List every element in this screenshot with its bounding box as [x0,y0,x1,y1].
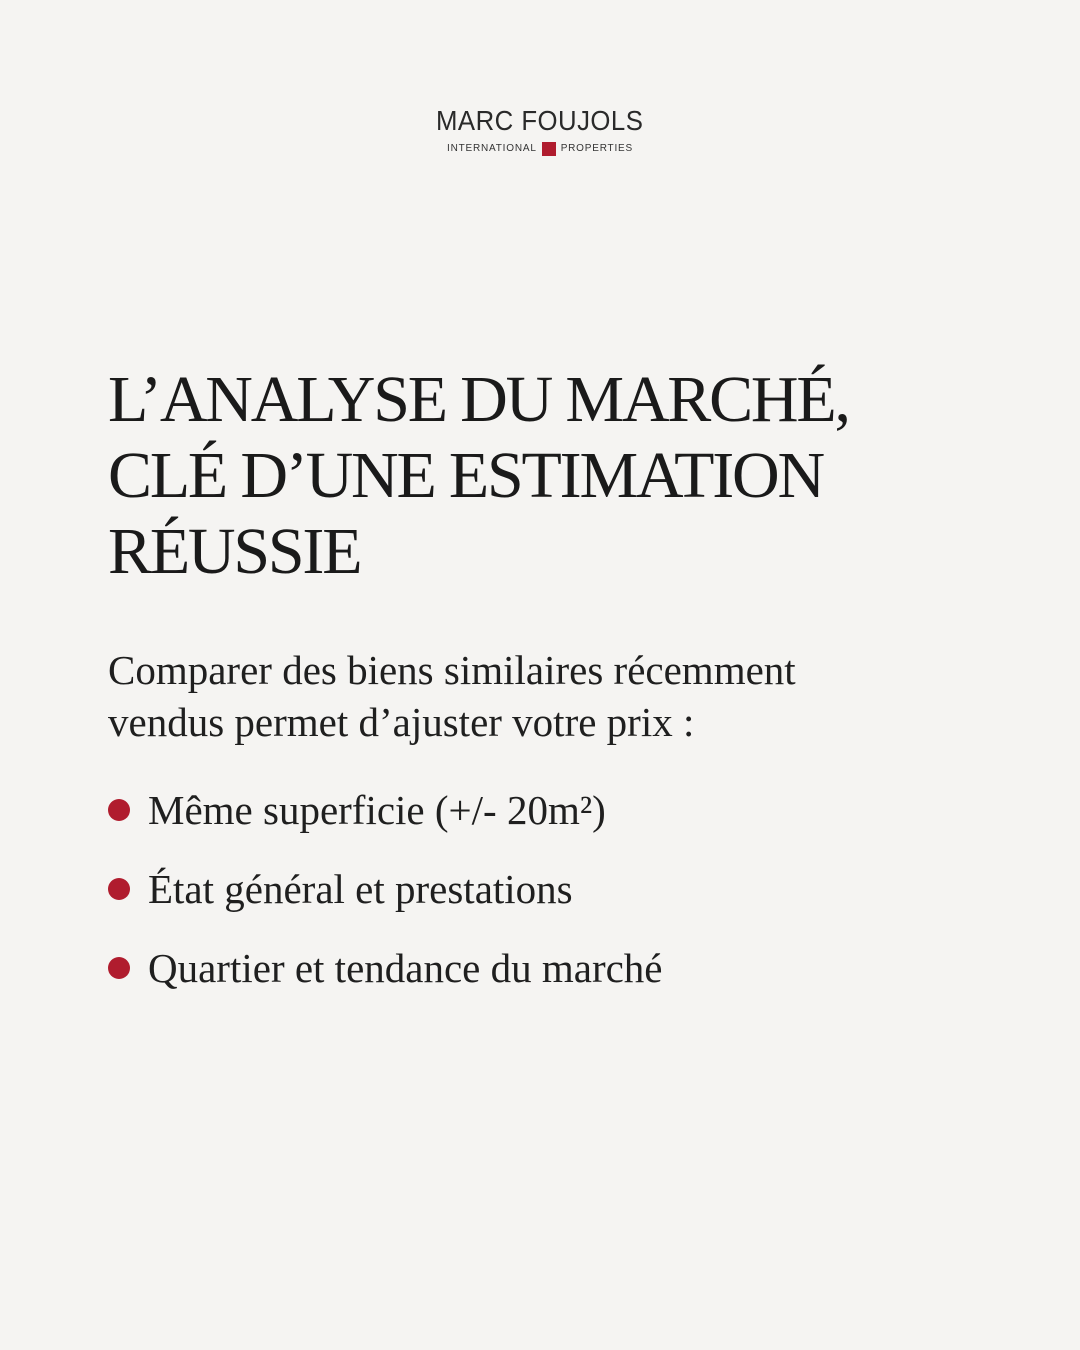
criteria-list [108,770,663,1007]
intro-paragraph [108,644,988,748]
title-line: CLÉ D’UNE ESTIMATION [108,439,823,512]
title-line: L’ANALYSE DU MARCHÉ, [108,363,849,436]
bullet-dot-icon [108,799,130,821]
intro-line: Comparer des biens similaires récemment [108,647,796,693]
brand-name: MARC FOUJOLS [436,105,644,136]
intro-line: vendus permet d’ajuster votre prix : [108,699,695,745]
brand-tagline [0,142,1080,156]
brand-sub-right: PROPERTIES [560,143,633,154]
bullet-dot-icon [108,878,130,900]
brand-logo [0,104,1080,156]
page-title [108,362,1008,590]
list-item [108,770,663,849]
bullet-dot-icon [108,957,130,979]
bullet-text: Quartier et tendance du marché [148,944,663,991]
list-item [108,849,663,928]
bullet-text: Même superficie (+/- 20m²) [148,786,606,833]
brand-sub-left: INTERNATIONAL [447,143,537,154]
bullet-text: État général et prestations [148,865,573,912]
title-line: RÉUSSIE [108,515,361,588]
brand-square-icon [542,142,556,156]
list-item [108,928,663,1007]
